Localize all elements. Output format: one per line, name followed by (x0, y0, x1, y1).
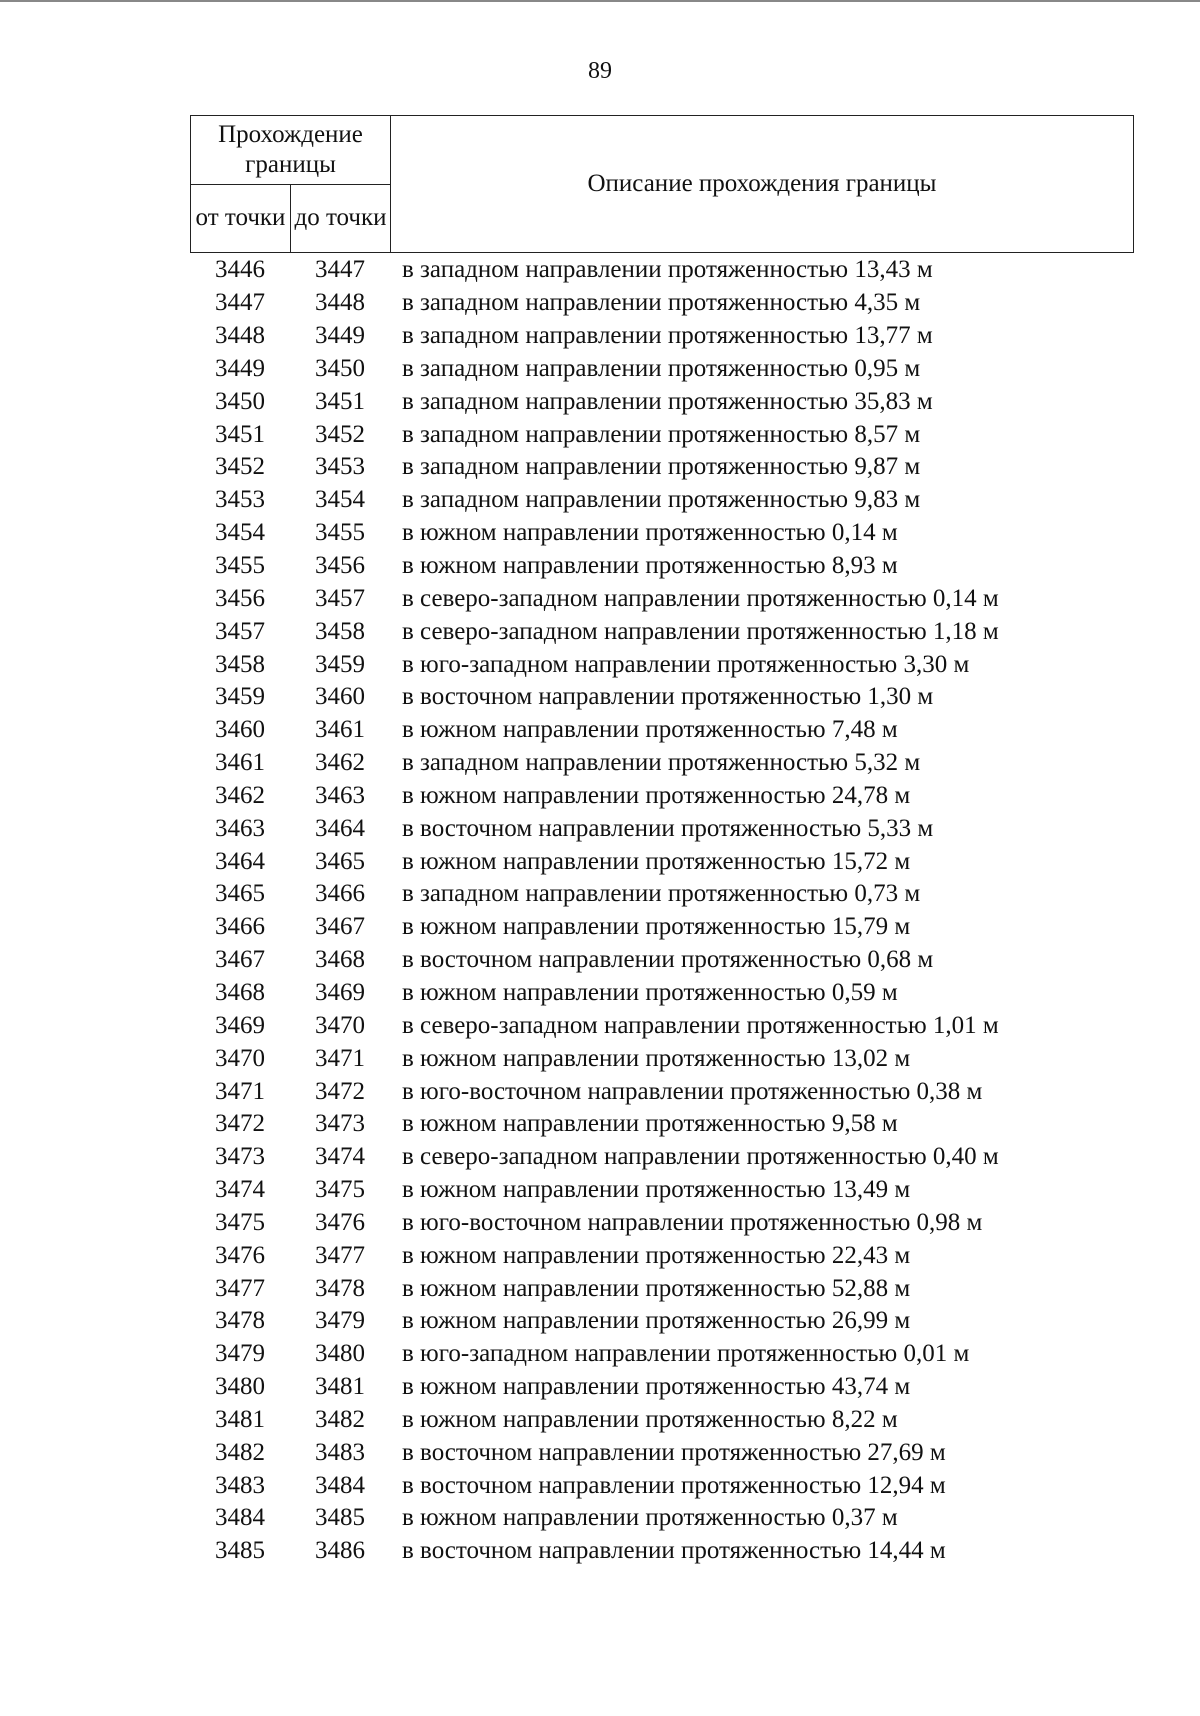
table-row (190, 780, 1133, 813)
table-row (190, 287, 1133, 320)
table-row (190, 1108, 1133, 1141)
cell-description: в западном направлении протяженностью 0,95 м (402, 354, 921, 382)
cell-description: в восточном направлении протяженностью 27,69 м (402, 1438, 946, 1466)
cell-from-point: 3472 (215, 1110, 265, 1138)
cell-from-point: 3458 (215, 650, 265, 678)
cell-description: в восточном направлении протяженностью 14,44 м (402, 1537, 946, 1565)
cell-from-point: 3447 (215, 289, 265, 317)
table-row (190, 1371, 1133, 1404)
cell-description: в южном направлении протяженностью 13,02 м (402, 1044, 911, 1072)
table-row (190, 1305, 1133, 1338)
cell-description: в западном направлении протяженностью 13,43 м (402, 256, 933, 284)
cell-description: в южном направлении протяженностью 7,48 м (402, 716, 898, 744)
cell-to-point: 3456 (315, 552, 365, 580)
table-row (190, 550, 1133, 583)
cell-to-point: 3483 (315, 1438, 365, 1466)
cell-to-point: 3471 (315, 1044, 365, 1072)
table-row (190, 977, 1133, 1010)
cell-to-point: 3452 (315, 420, 365, 448)
cell-description: в южном направлении протяженностью 15,79 м (402, 913, 911, 941)
cell-to-point: 3477 (315, 1241, 365, 1269)
cell-to-point: 3454 (315, 486, 365, 514)
cell-description: в южном направлении протяженностью 26,99 м (402, 1307, 911, 1335)
cell-description: в западном направлении протяженностью 9,83 м (402, 486, 921, 514)
cell-description: в западном направлении протяженностью 5,32 м (402, 749, 921, 777)
cell-to-point: 3457 (315, 584, 365, 612)
cell-from-point: 3465 (215, 880, 265, 908)
cell-to-point: 3453 (315, 453, 365, 481)
cell-description: в юго-западном направлении протяженностью 3,30 м (402, 650, 970, 678)
cell-to-point: 3470 (315, 1011, 365, 1039)
table-row (190, 1206, 1133, 1239)
table-row (190, 878, 1133, 911)
table-row (190, 1239, 1133, 1272)
cell-from-point: 3459 (215, 683, 265, 711)
cell-from-point: 3466 (215, 913, 265, 941)
cell-from-point: 3467 (215, 946, 265, 974)
table-row (190, 944, 1133, 977)
cell-to-point: 3450 (315, 354, 365, 382)
cell-to-point: 3475 (315, 1176, 365, 1204)
table-row (190, 1469, 1133, 1502)
cell-from-point: 3480 (215, 1373, 265, 1401)
cell-to-point: 3463 (315, 781, 365, 809)
page-top-edge (0, 0, 1200, 2)
cell-description: в западном направлении протяженностью 0,73 м (402, 880, 921, 908)
table-row (190, 681, 1133, 714)
cell-to-point: 3447 (315, 256, 365, 284)
cell-to-point: 3461 (315, 716, 365, 744)
table-row (190, 1535, 1133, 1568)
table-row (190, 451, 1133, 484)
cell-from-point: 3446 (215, 256, 265, 284)
cell-from-point: 3460 (215, 716, 265, 744)
cell-description: в южном направлении протяженностью 0,14 м (402, 519, 898, 547)
cell-from-point: 3474 (215, 1176, 265, 1204)
cell-description: в восточном направлении протяженностью 12,94 м (402, 1471, 946, 1499)
table-row (190, 1174, 1133, 1207)
cell-from-point: 3482 (215, 1438, 265, 1466)
table-row (190, 254, 1133, 287)
cell-description: в юго-западном направлении протяженностью 0,01 м (402, 1340, 970, 1368)
cell-from-point: 3475 (215, 1208, 265, 1236)
table-row (190, 845, 1133, 878)
cell-description: в южном направлении протяженностью 24,78 м (402, 781, 911, 809)
cell-from-point: 3462 (215, 781, 265, 809)
table-row (190, 747, 1133, 780)
cell-from-point: 3468 (215, 978, 265, 1006)
cell-description: в западном направлении протяженностью 13,77 м (402, 322, 933, 350)
cell-to-point: 3469 (315, 978, 365, 1006)
table-row (190, 1338, 1133, 1371)
cell-from-point: 3473 (215, 1143, 265, 1171)
cell-from-point: 3448 (215, 322, 265, 350)
table-row (190, 1502, 1133, 1535)
table-row (190, 1141, 1133, 1174)
table-row (190, 1436, 1133, 1469)
cell-to-point: 3474 (315, 1143, 365, 1171)
cell-description: в южном направлении протяженностью 8,93 м (402, 552, 898, 580)
cell-description: в южном направлении протяженностью 0,59 м (402, 978, 898, 1006)
table-row (190, 648, 1133, 681)
table-row (190, 714, 1133, 747)
header-boundary-passage: Прохождение границы (191, 116, 391, 185)
cell-to-point: 3478 (315, 1274, 365, 1302)
cell-to-point: 3448 (315, 289, 365, 317)
cell-description: в южном направлении протяженностью 15,72 м (402, 847, 911, 875)
cell-description: в южном направлении протяженностью 8,22 м (402, 1405, 898, 1433)
cell-from-point: 3452 (215, 453, 265, 481)
cell-to-point: 3481 (315, 1373, 365, 1401)
cell-description: в юго-восточном направлении протяженностью 0,98 м (402, 1208, 983, 1236)
header-from-point: от точки (191, 184, 291, 253)
cell-from-point: 3470 (215, 1044, 265, 1072)
cell-to-point: 3449 (315, 322, 365, 350)
cell-to-point: 3458 (315, 617, 365, 645)
cell-to-point: 3459 (315, 650, 365, 678)
cell-description: в восточном направлении протяженностью 0,68 м (402, 946, 934, 974)
cell-to-point: 3479 (315, 1307, 365, 1335)
table-row (190, 1075, 1133, 1108)
cell-from-point: 3449 (215, 354, 265, 382)
cell-to-point: 3482 (315, 1405, 365, 1433)
cell-description: в северо-западном направлении протяженностью 0,40 м (402, 1143, 999, 1171)
cell-description: в южном направлении протяженностью 22,43 м (402, 1241, 911, 1269)
cell-from-point: 3454 (215, 519, 265, 547)
cell-description: в южном направлении протяженностью 13,49 м (402, 1176, 911, 1204)
page-number: 89 (588, 58, 612, 84)
cell-to-point: 3480 (315, 1340, 365, 1368)
table-header (190, 115, 1134, 253)
cell-description: в южном направлении протяженностью 52,88 м (402, 1274, 911, 1302)
table-row (190, 911, 1133, 944)
cell-to-point: 3460 (315, 683, 365, 711)
cell-description: в северо-западном направлении протяженностью 0,14 м (402, 584, 999, 612)
table-row (190, 353, 1133, 386)
cell-description: в восточном направлении протяженностью 1,30 м (402, 683, 934, 711)
cell-from-point: 3463 (215, 814, 265, 842)
table-row (190, 320, 1133, 353)
cell-from-point: 3450 (215, 387, 265, 415)
header-to-point: до точки (291, 184, 391, 253)
table-row (190, 1009, 1133, 1042)
table-row (190, 385, 1133, 418)
cell-from-point: 3478 (215, 1307, 265, 1335)
table-row (190, 1404, 1133, 1437)
cell-to-point: 3468 (315, 946, 365, 974)
cell-description: в западном направлении протяженностью 4,35 м (402, 289, 921, 317)
cell-description: в западном направлении протяженностью 8,57 м (402, 420, 921, 448)
table-row (190, 1272, 1133, 1305)
cell-from-point: 3464 (215, 847, 265, 875)
cell-to-point: 3464 (315, 814, 365, 842)
header-description: Описание прохождения границы (391, 116, 1134, 253)
cell-description: в южном направлении протяженностью 9,58 м (402, 1110, 898, 1138)
cell-to-point: 3465 (315, 847, 365, 875)
cell-from-point: 3483 (215, 1471, 265, 1499)
cell-description: в юго-восточном направлении протяженностью 0,38 м (402, 1077, 983, 1105)
cell-from-point: 3453 (215, 486, 265, 514)
cell-description: в южном направлении протяженностью 0,37 м (402, 1504, 898, 1532)
cell-from-point: 3451 (215, 420, 265, 448)
cell-to-point: 3451 (315, 387, 365, 415)
cell-to-point: 3467 (315, 913, 365, 941)
cell-from-point: 3456 (215, 584, 265, 612)
cell-description: в южном направлении протяженностью 43,74 м (402, 1373, 911, 1401)
cell-description: в западном направлении протяженностью 9,87 м (402, 453, 921, 481)
cell-from-point: 3481 (215, 1405, 265, 1433)
cell-from-point: 3455 (215, 552, 265, 580)
cell-description: в северо-западном направлении протяженностью 1,18 м (402, 617, 999, 645)
table-row (190, 517, 1133, 550)
table-row (190, 582, 1133, 615)
table-row (190, 484, 1133, 517)
cell-to-point: 3476 (315, 1208, 365, 1236)
cell-to-point: 3462 (315, 749, 365, 777)
cell-to-point: 3473 (315, 1110, 365, 1138)
table-body (190, 254, 1133, 1568)
cell-to-point: 3472 (315, 1077, 365, 1105)
cell-from-point: 3461 (215, 749, 265, 777)
table-row (190, 812, 1133, 845)
cell-to-point: 3484 (315, 1471, 365, 1499)
table-row (190, 418, 1133, 451)
cell-description: в западном направлении протяженностью 35,83 м (402, 387, 933, 415)
cell-from-point: 3457 (215, 617, 265, 645)
cell-to-point: 3485 (315, 1504, 365, 1532)
table-row (190, 615, 1133, 648)
cell-from-point: 3479 (215, 1340, 265, 1368)
cell-description: в северо-западном направлении протяженностью 1,01 м (402, 1011, 999, 1039)
cell-from-point: 3484 (215, 1504, 265, 1532)
cell-from-point: 3476 (215, 1241, 265, 1269)
table-row (190, 1042, 1133, 1075)
cell-from-point: 3471 (215, 1077, 265, 1105)
cell-from-point: 3485 (215, 1537, 265, 1565)
cell-to-point: 3455 (315, 519, 365, 547)
cell-to-point: 3466 (315, 880, 365, 908)
cell-from-point: 3477 (215, 1274, 265, 1302)
cell-to-point: 3486 (315, 1537, 365, 1565)
cell-description: в восточном направлении протяженностью 5,33 м (402, 814, 934, 842)
cell-from-point: 3469 (215, 1011, 265, 1039)
